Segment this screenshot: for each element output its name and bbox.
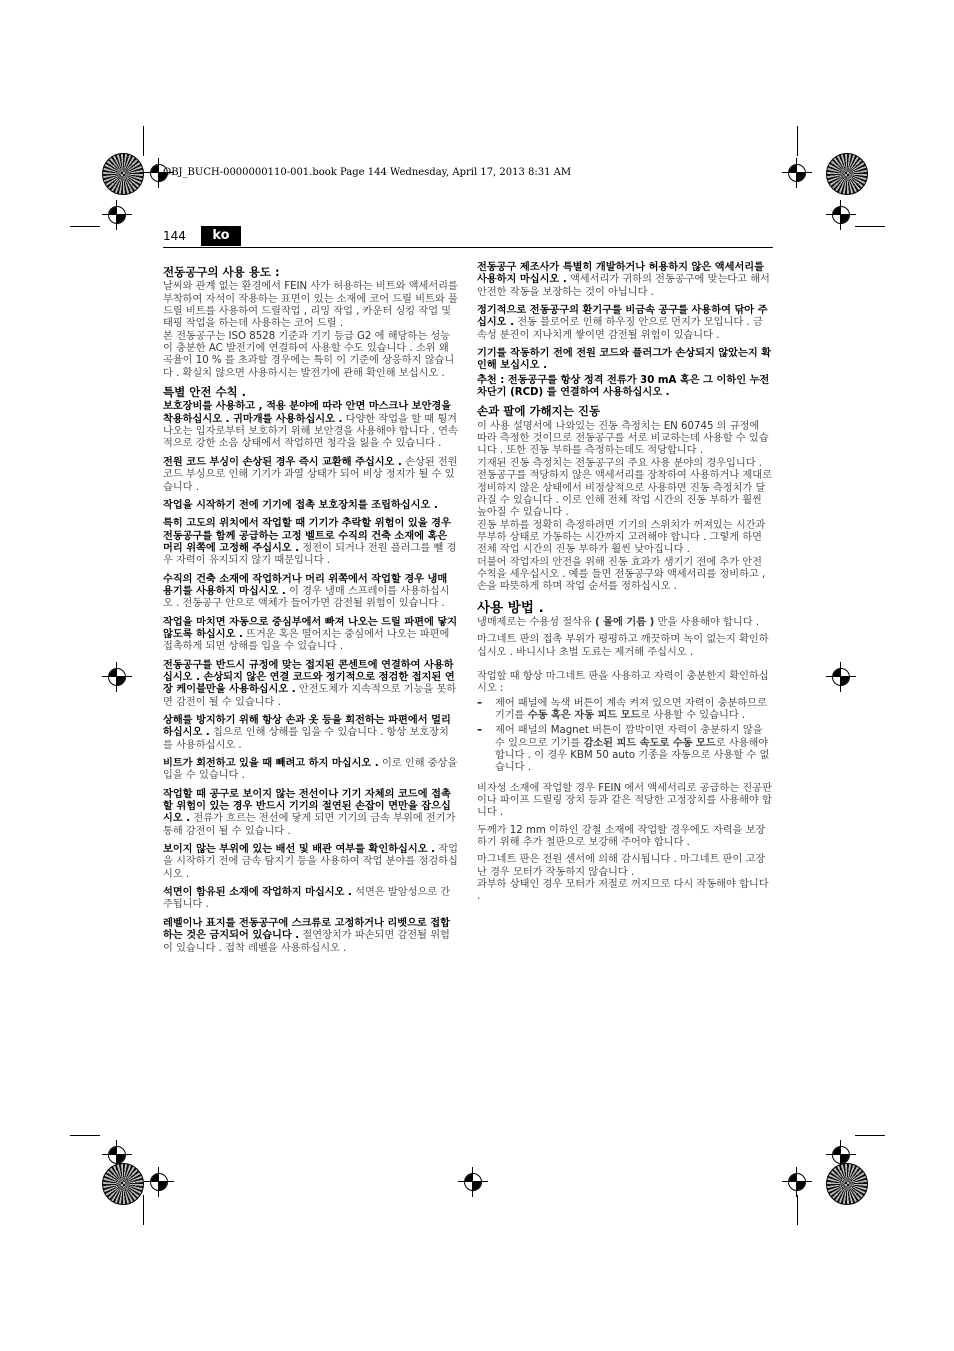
safety-explanation: 안전도체가 지속적으로 기능을 못하면 감전이 될 수 있습니다 . bbox=[163, 684, 457, 708]
safety-item bbox=[163, 574, 458, 611]
section-heading-safety: 특별 안전 수칙 . bbox=[163, 385, 247, 400]
safety-instruction: 보호장비를 사용하고 , 적용 분야에 따라 안면 마스크나 보안경을 착용하십시오 . 귀마개를 사용하십시오 . bbox=[163, 401, 452, 425]
safety-instruction: 수직의 건축 소재에 작업하거나 머리 위쪽에서 작업할 경우 냉매 용기를 사용하지 마십시오 . bbox=[163, 573, 448, 597]
paragraph: 진동 부하를 정확히 측정하려면 기기의 스위치가 꺼져있는 시간과 무부하 상태로 가동하는 시간까지 고려해야 합니다 . 그렇게 하면 전체 작업 시간의 진동 부하가 훨씬 낮아집니다 . bbox=[477, 519, 766, 556]
safety-explanation: 정전이 되거나 전원 플러그를 뺄 경우 자력이 유지되지 않기 때문입니다 . bbox=[163, 542, 457, 567]
section-heading-usage: 전동공구의 사용 용도 : bbox=[163, 265, 280, 279]
safety-recommendation: 추천 : 전동공구를 항상 정격 전류가 30 mA 혹은 그 이하인 누전 차단기 (RCD) 를 연결하여 사용하십시오 . bbox=[477, 374, 770, 399]
paragraph: 과부하 상태인 경우 모터가 저절로 꺼지므로 다시 작동해야 합니다 . bbox=[477, 879, 769, 903]
trim-line bbox=[855, 226, 885, 227]
text-run: 로 사용할 수 있습니다 . bbox=[640, 710, 746, 721]
trim-line bbox=[70, 226, 100, 227]
safety-item bbox=[163, 918, 458, 955]
text-run: 제어 패널의 bbox=[495, 725, 551, 737]
safety-instruction: 비트가 회전하고 있을 때 빼려고 하지 마십시오 . bbox=[163, 758, 379, 770]
safety-item bbox=[163, 789, 458, 838]
safety-item bbox=[163, 887, 458, 912]
text-run: 제어 패널에 녹색 버튼이 계속 켜져 있으면 자력이 충분하므로 기기를 bbox=[495, 697, 767, 721]
registration-mark-bottom-far-left bbox=[102, 1140, 132, 1170]
safety-item bbox=[477, 375, 772, 400]
registration-mark-right-upper bbox=[826, 200, 856, 230]
safety-item bbox=[163, 518, 458, 567]
trim-line bbox=[143, 126, 144, 156]
safety-item bbox=[163, 715, 458, 752]
trim-line bbox=[797, 1195, 798, 1225]
registration-mark-bottom-right bbox=[782, 1167, 812, 1197]
safety-instruction: 정기적으로 전동공구의 환기구를 비금속 공구를 사용하여 닦아 주십시오 . bbox=[477, 305, 768, 329]
safety-item bbox=[163, 617, 458, 654]
file-info: OBJ_BUCH-0000000110-001.book Page 144 Wednesday, April 17, 2013 8:31 AM bbox=[163, 167, 572, 178]
safety-instruction: 상해를 방지하기 위해 항상 손과 옷 등을 회전하는 파편에서 멀리 하십시오 . bbox=[163, 715, 451, 739]
language-badge: ko bbox=[201, 226, 241, 246]
bullet-list bbox=[477, 698, 772, 775]
trim-line bbox=[143, 1195, 144, 1225]
safety-instruction: 석면이 함유된 소재에 작업하지 마십시오 . bbox=[163, 887, 352, 899]
paragraph: 날씨와 관계 없는 환경에서 FEIN 사가 허용하는 비트와 액세서리를 부착하여 자석이 작용하는 표면이 있는 소재에 코어 드릴 비트와 풀 드릴 비트를 사용하여 드릴작업 , 리밍 작업 , 카운터 싱킹 작업 및 태핑 작업을 하는데 사용하는 코어 드릴 . bbox=[163, 281, 458, 330]
safety-explanation: 칩으로 인해 상해를 입을 수 있습니다 . 항상 보호장치를 사용하십시오 . bbox=[163, 727, 449, 751]
safety-item bbox=[163, 844, 458, 881]
safety-explanation: 석면은 발암성으로 간주됩니다 . bbox=[163, 887, 451, 911]
text-run: 버튼이 깜박이면 자력이 충분하지 않을 수 있으므로 기기를 bbox=[495, 725, 763, 749]
registration-mark-right-middle bbox=[826, 662, 856, 692]
paragraph: 비자성 소재에 작업할 경우 FEIN 에서 액세서리로 공급하는 진공판이나 파이프 드릴링 장치 등과 같은 적당한 고정장치를 사용해야 합니다 . bbox=[477, 782, 772, 819]
section-heading-operation: 사용 방법 . bbox=[477, 599, 544, 616]
safety-instruction: 전동공구 제조사가 특별히 개발하거나 허용하지 않은 액세서리를 사용하지 마십시오 . bbox=[477, 262, 764, 286]
safety-item bbox=[163, 758, 458, 783]
text-run: 로 사용해야 합니다 . 이 경우 KBM 50 auto 기종을 자동으로 사용할 수 없습니다 . bbox=[495, 737, 770, 774]
safety-instruction: 기기를 작동하기 전에 전원 코드와 플러그가 손상되지 않았는지 확인해 보십시오 . bbox=[477, 348, 772, 372]
safety-instruction: 전원 코드 부싱이 손상된 경우 즉시 교환해 주십시오 . bbox=[163, 456, 402, 468]
paragraph: 본 전동공구는 ISO 8528 기준과 기기 등급 G2 에 해당하는 성능이 충분한 AC 발전기에 연결하여 사용할 수도 있습니다 . 소위 왜곡율이 10 % 를 초과할 경우에는 특히 이 기준에 상응하지 않습니다 . 확실치 않으면 사용하시는 발전기에 관해 확인해 보십시오 . bbox=[163, 330, 455, 379]
list-item bbox=[477, 698, 772, 723]
registration-mark-bottom-left bbox=[144, 1167, 174, 1197]
color-target-top-right bbox=[826, 153, 868, 195]
paragraph: 두께가 12 mm 이하인 강철 소재에 작업할 경우에도 자력을 보장하기 위해 추가 철판으로 보강해 주어야 합니다 . bbox=[477, 824, 766, 849]
paragraph: 작업할 때 항상 마그네트 판을 사용하고 자력이 충분한지 확인하십시오 : bbox=[477, 670, 769, 695]
registration-mark-top-right bbox=[782, 158, 812, 188]
safety-explanation: 전류가 흐르는 전선에 닿게 되면 기기의 금속 부위에 전기가 통해 감전이 될 수 있습니다 . bbox=[163, 813, 456, 837]
section-heading-vibration: 손과 팔에 가해지는 진동 bbox=[477, 404, 601, 419]
registration-mark-bottom-center bbox=[458, 1167, 488, 1197]
emphasis: Magnet bbox=[550, 725, 589, 737]
header-rule bbox=[163, 247, 773, 248]
safety-explanation: 전동 블로어로 인해 하우징 안으로 먼지가 모입니다 . 금속성 분진이 지나치게 쌓이면 감전될 위험이 있습니다 . bbox=[477, 317, 763, 341]
safety-item bbox=[163, 401, 458, 450]
safety-instruction: 작업을 시작하기 전에 기기에 접촉 보호장치를 조립하십시오 . bbox=[163, 499, 438, 511]
page-number: 144 bbox=[163, 229, 186, 243]
safety-explanation: 절연장치가 파손되면 감전될 위험이 있습니다 . 접착 레벨을 사용하십시오 . bbox=[163, 930, 450, 954]
text-run: 만을 사용해야 합니다 . bbox=[654, 616, 760, 628]
safety-explanation: 다양한 작업을 할 때 튕겨나오는 입자로부터 보호하기 위해 보안경을 사용해야 합니다 . 연속적으로 강한 소음 상태에서 작업하면 청각을 잃을 수 있습니다 . bbox=[163, 413, 458, 450]
registration-mark-left-middle bbox=[102, 662, 132, 692]
registration-mark-bottom-far-right bbox=[826, 1140, 856, 1170]
safety-instruction: 작업을 마치면 자동으로 중심부에서 빠져 나오는 드릴 파편에 닿지 않도록 하십시오 . bbox=[163, 616, 458, 640]
safety-item bbox=[163, 660, 458, 709]
color-target-top-left bbox=[102, 153, 144, 195]
safety-explanation: 손상된 전원 코드 부싱으로 인해 기기가 과열 상태가 되어 비상 정지가 될 수 있습니다 . bbox=[163, 456, 458, 493]
safety-explanation: 작업을 시작하기 전에 금속 탐지기 등을 사용하여 작업 분야를 점검하십시오 . bbox=[163, 844, 458, 880]
safety-instruction: 전동공구를 반드시 규정에 맞는 접지된 콘센트에 연결하여 사용하십시오 . 손상되지 않은 연결 코드와 정기적으로 점검한 접지된 연장 케이블만을 사용하십시오 . bbox=[163, 659, 455, 696]
paragraph: 마그네트 판의 접촉 부위가 평평하고 깨끗하며 녹이 없는지 확인하십시오 . 바니시나 초벌 도료는 제거해 주십시오 . bbox=[477, 634, 769, 658]
safety-instruction: 보이지 않는 부위에 있는 배선 및 배관 여부를 확인하십시오 . bbox=[163, 844, 435, 856]
paragraph: 이 사용 설명서에 나와있는 진동 측정치는 EN 60745 의 규정에 따라 측정한 것이므로 전동공구를 서로 비교하는데 사용할 수 있습니다 . 또한 진동 부하를 측정하는데도 적당합니다 . bbox=[477, 420, 769, 457]
safety-item bbox=[163, 500, 458, 512]
emphasis: ( 몰에 기름 ) bbox=[594, 616, 655, 628]
left-column bbox=[163, 262, 458, 961]
safety-instruction: 작업할 때 공구로 보이지 않는 전선이나 기기 자체의 코드에 접촉할 위험이 있는 경우 반드시 기기의 절연된 손잡이 면만을 잡으십시오 . bbox=[163, 788, 451, 825]
safety-explanation: 이 경우 냉매 스프레이를 사용하십시오 . 전동공구 안으로 액체가 들어가면 감전될 위험이 있습니다 . bbox=[163, 585, 450, 610]
emphasis: 감소된 피드 속도로 수동 모드 bbox=[583, 737, 716, 749]
registration-mark-left-upper bbox=[102, 200, 132, 230]
safety-item bbox=[477, 262, 772, 299]
paragraph: 더불어 작업자의 안전을 위해 진동 효과가 생기기 전에 추가 안전 수칙을 세우십시오 . 예를 들면 전동공구와 액세서리를 정비하고 , 손을 따뜻하게 하며 작업 순서를 정하십시오 . bbox=[477, 556, 766, 593]
safety-item bbox=[477, 305, 772, 342]
right-column bbox=[477, 262, 772, 904]
safety-explanation: 액세서리가 귀하의 전동공구에 맞는다고 해서 안전한 작동을 보장하는 것이 아닙니다 . bbox=[477, 274, 770, 298]
safety-item bbox=[477, 348, 772, 373]
trim-line bbox=[855, 1135, 885, 1136]
safety-explanation: 뜨거운 혹은 떨어지는 중심에서 나오는 파편에 접촉하게 되면 상해를 입을 수 있습니다 . bbox=[163, 628, 450, 653]
trim-line bbox=[70, 1135, 100, 1136]
safety-item bbox=[163, 457, 458, 494]
safety-explanation: 이로 인해 중상을 입을 수 있습니다 . bbox=[163, 758, 458, 782]
list-item bbox=[477, 725, 772, 774]
paragraph: 기재된 진동 측정치는 전동공구의 주요 사용 분야의 경우입니다 . 전동공구를 적당하지 않은 액세서리를 장착하여 사용하거나 제대로 정비하지 않은 상태에서 비정상적으로 사용하면 진동 측정치가 달라질 수 있습니다 . 이로 인해 전체 작업 시간의 진동 부하가 훨씬 높아질 수 있습니다 . bbox=[477, 457, 772, 519]
safety-instruction: 레벨이나 표지를 전동공구에 스크류로 고정하거나 리벳으로 접합하는 것은 금지되어 있습니다 . bbox=[163, 917, 450, 942]
paragraph: 마그네트 판은 전원 센서에 의해 감시됩니다 . 마그네트 판이 고장난 경우 모터가 작동하지 않습니다 . bbox=[477, 854, 766, 878]
paragraph bbox=[477, 617, 772, 629]
emphasis: 수동 혹은 자동 피드 모드 bbox=[527, 710, 641, 721]
trim-line bbox=[797, 126, 798, 156]
safety-instruction: 특히 고도의 위치에서 작업할 때 기기가 추락할 위험이 있을 경우 전동공구를 함께 공급하는 고정 벨트로 수직의 건축 소재에 혹은 머리 위쪽에 고정해 주십시오 . bbox=[163, 518, 451, 554]
text-run: 냉매제로는 수용성 절삭유 bbox=[477, 616, 595, 628]
